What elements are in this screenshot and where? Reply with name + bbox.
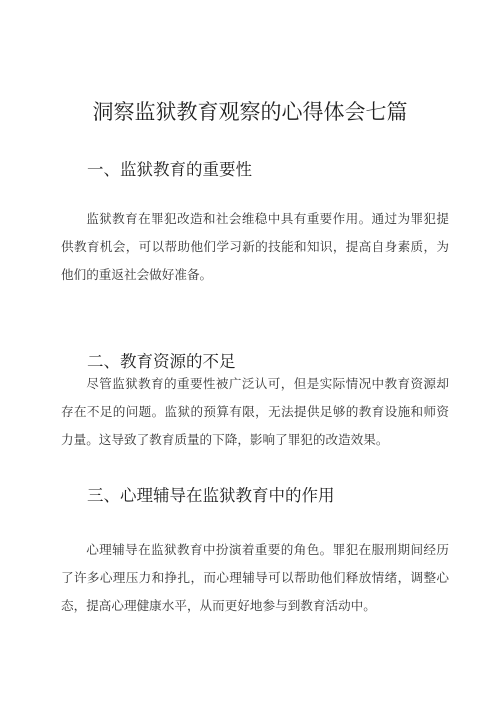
section-body-resources: 尽管监狱教育的重要性被广泛认可，但是实际情况中教育资源却存在不足的问题。监狱的预算有限，无法提供足够的教育设施和师资力量。这导致了教育质量的下降，影响了罪犯的改造效果。	[61, 376, 449, 447]
section-body-importance: 监狱教育在罪犯改造和社会维稳中具有重要作用。通过为罪犯提供教育机会，可以帮助他们学习新的技能和知识，提高自身素质，为他们的重返社会做好准备。	[61, 211, 449, 282]
section-heading-resources: 二、教育资源的不足	[87, 352, 236, 371]
section-heading-counseling: 三、心理辅导在监狱教育中的作用	[87, 486, 335, 505]
section-heading-importance: 一、监狱教育的重要性	[87, 160, 252, 179]
section-body-counseling: 心理辅导在监狱教育中扮演着重要的角色。罪犯在服刑期间经历了许多心理压力和挣扎，而心理辅导可以帮助他们释放情绪，调整心态，提高心理健康水平，从而更好地参与到教育活动中。	[61, 542, 449, 613]
document-title: 洞察监狱教育观察的心得体会七篇	[92, 100, 408, 124]
